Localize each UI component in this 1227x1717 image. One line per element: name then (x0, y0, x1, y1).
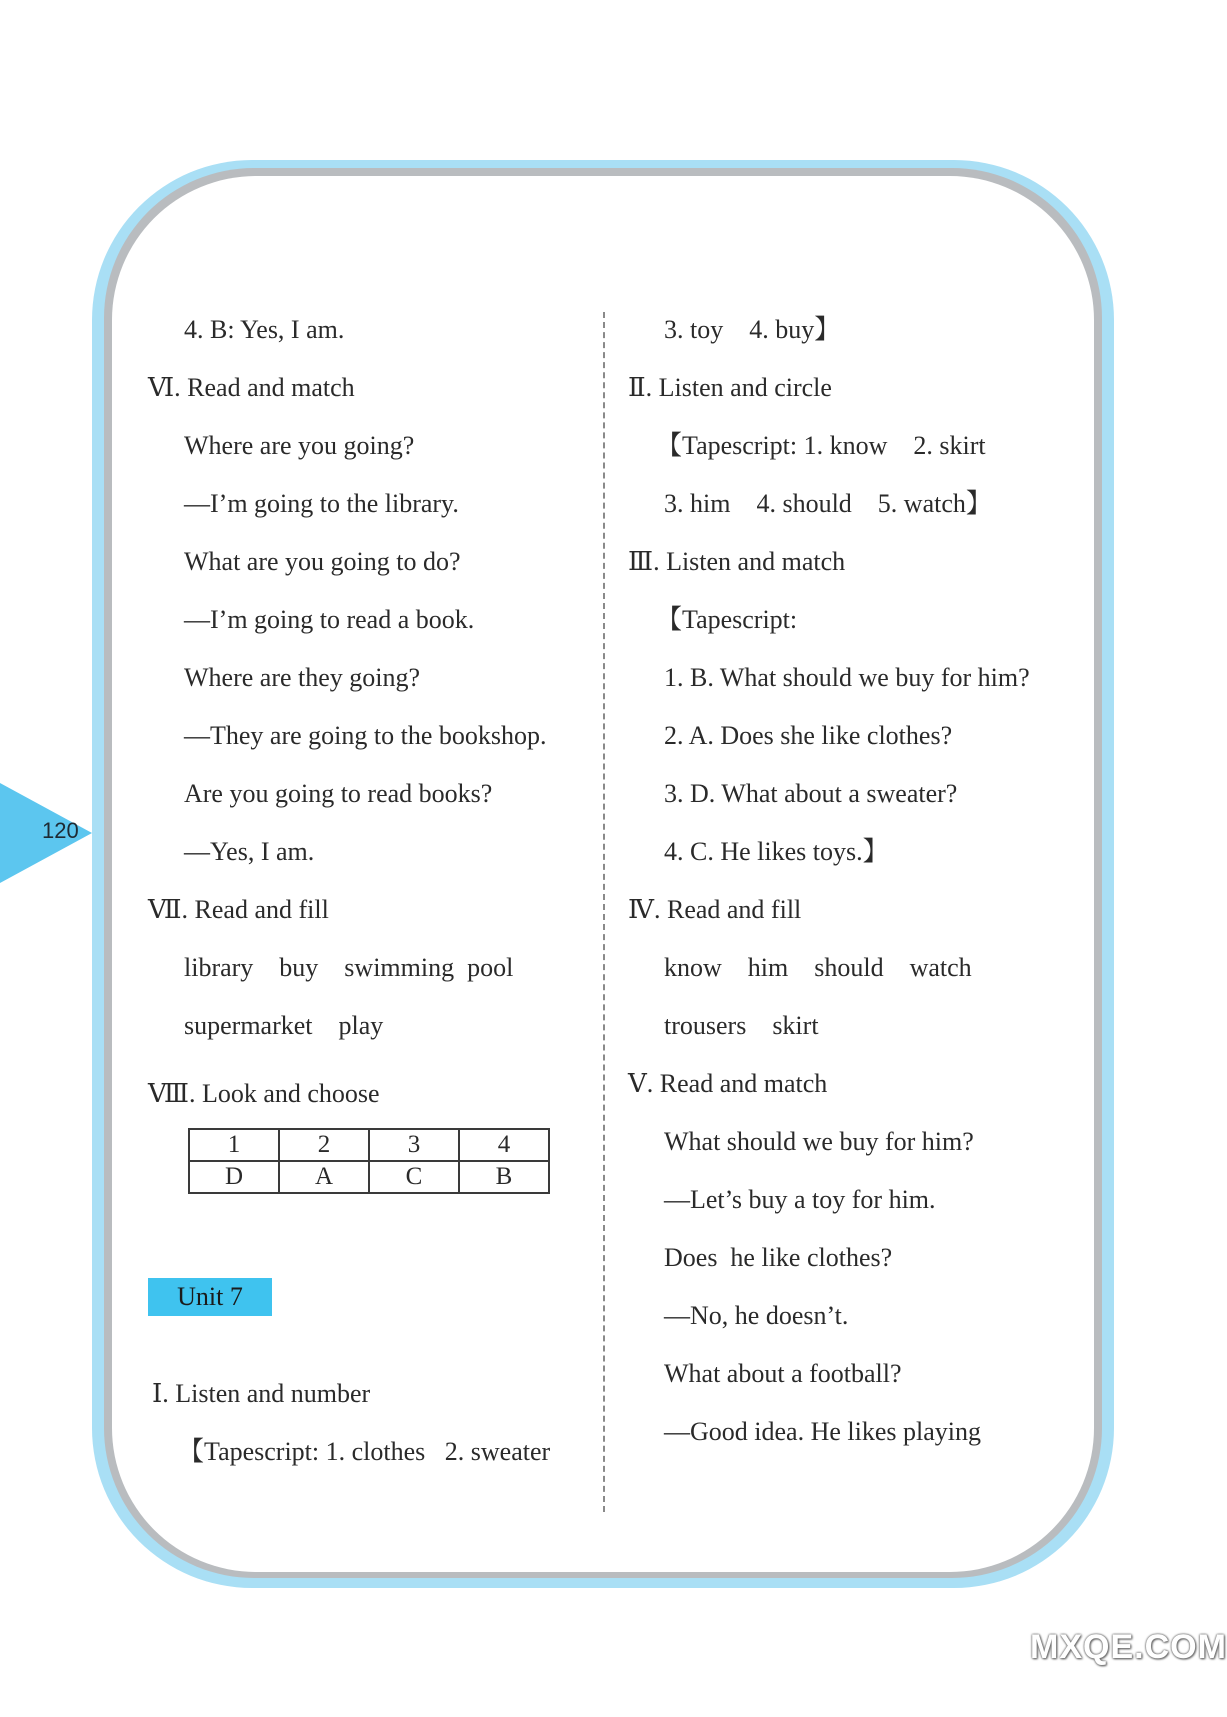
answer-line: —No, he doesn’t. (664, 1301, 849, 1330)
answer-line: Does he like clothes? (664, 1243, 893, 1272)
answer-line: —Let’s buy a toy for him. (664, 1185, 936, 1214)
answer-line: Are you going to read books? (184, 779, 493, 808)
answer-line: What should we buy for him? (664, 1127, 974, 1156)
answer-line: 【Tapescript: 1. know 2. skirt (656, 431, 986, 460)
answer-line: —I’m going to read a book. (184, 605, 475, 634)
watermark: MXQE.COM (1030, 1628, 1227, 1666)
section-heading-8: Ⅷ. Look and choose (148, 1079, 380, 1108)
answer-line: trousers skirt (664, 1011, 819, 1040)
answer-line: 3. him 4. should 5. watch】 (664, 489, 992, 518)
answer-line: 4. B: Yes, I am. (184, 315, 345, 344)
answer-line: —They are going to the bookshop. (184, 721, 547, 750)
section-heading-3: Ⅲ. Listen and match (628, 547, 846, 576)
answer-line: know him should watch (664, 953, 972, 982)
answer-line: What are you going to do? (184, 547, 461, 576)
answer-line: library buy swimming pool (184, 953, 514, 982)
answer-table (188, 1128, 550, 1194)
answer-line: What about a football? (664, 1359, 902, 1388)
answer-line: Where are you going? (184, 431, 415, 460)
table-cell: 4 (459, 1129, 549, 1161)
answer-line: —I’m going to the library. (184, 489, 459, 518)
table-row-numbers (189, 1129, 549, 1161)
section-heading-7: Ⅶ. Read and fill (148, 895, 329, 924)
table-cell: C (369, 1161, 459, 1193)
answer-line: supermarket play (184, 1011, 384, 1040)
table-cell: 1 (189, 1129, 279, 1161)
page-number: 120 (42, 818, 79, 843)
answer-line: —Good idea. He likes playing (664, 1417, 981, 1446)
section-heading-5: Ⅴ. Read and match (628, 1069, 828, 1098)
table-cell: 3 (369, 1129, 459, 1161)
table-cell: 2 (279, 1129, 369, 1161)
section-heading-1: Ⅰ. Listen and number (152, 1379, 371, 1408)
answer-line: 【Tapescript: 1. clothes 2. sweater (178, 1437, 551, 1466)
section-heading-2: Ⅱ. Listen and circle (628, 373, 832, 402)
answer-line: 3. D. What about a sweater? (664, 779, 958, 808)
unit-badge: Unit 7 (148, 1278, 272, 1316)
section-heading-4: Ⅳ. Read and fill (628, 895, 802, 924)
table-cell: D (189, 1161, 279, 1193)
table-cell: B (459, 1161, 549, 1193)
answer-line: 【Tapescript: (656, 605, 798, 634)
answer-line: 2. A. Does she like clothes? (664, 721, 953, 750)
table-row-answers (189, 1161, 549, 1193)
column-divider (603, 312, 605, 1512)
answer-line: 1. B. What should we buy for him? (664, 663, 1030, 692)
answer-line: 4. C. He likes toys.】 (664, 837, 889, 866)
answer-line: 3. toy 4. buy】 (664, 315, 841, 344)
answer-line: —Yes, I am. (184, 837, 315, 866)
section-heading-6: Ⅵ. Read and match (148, 373, 355, 402)
table-cell: A (279, 1161, 369, 1193)
answer-line: Where are they going? (184, 663, 421, 692)
